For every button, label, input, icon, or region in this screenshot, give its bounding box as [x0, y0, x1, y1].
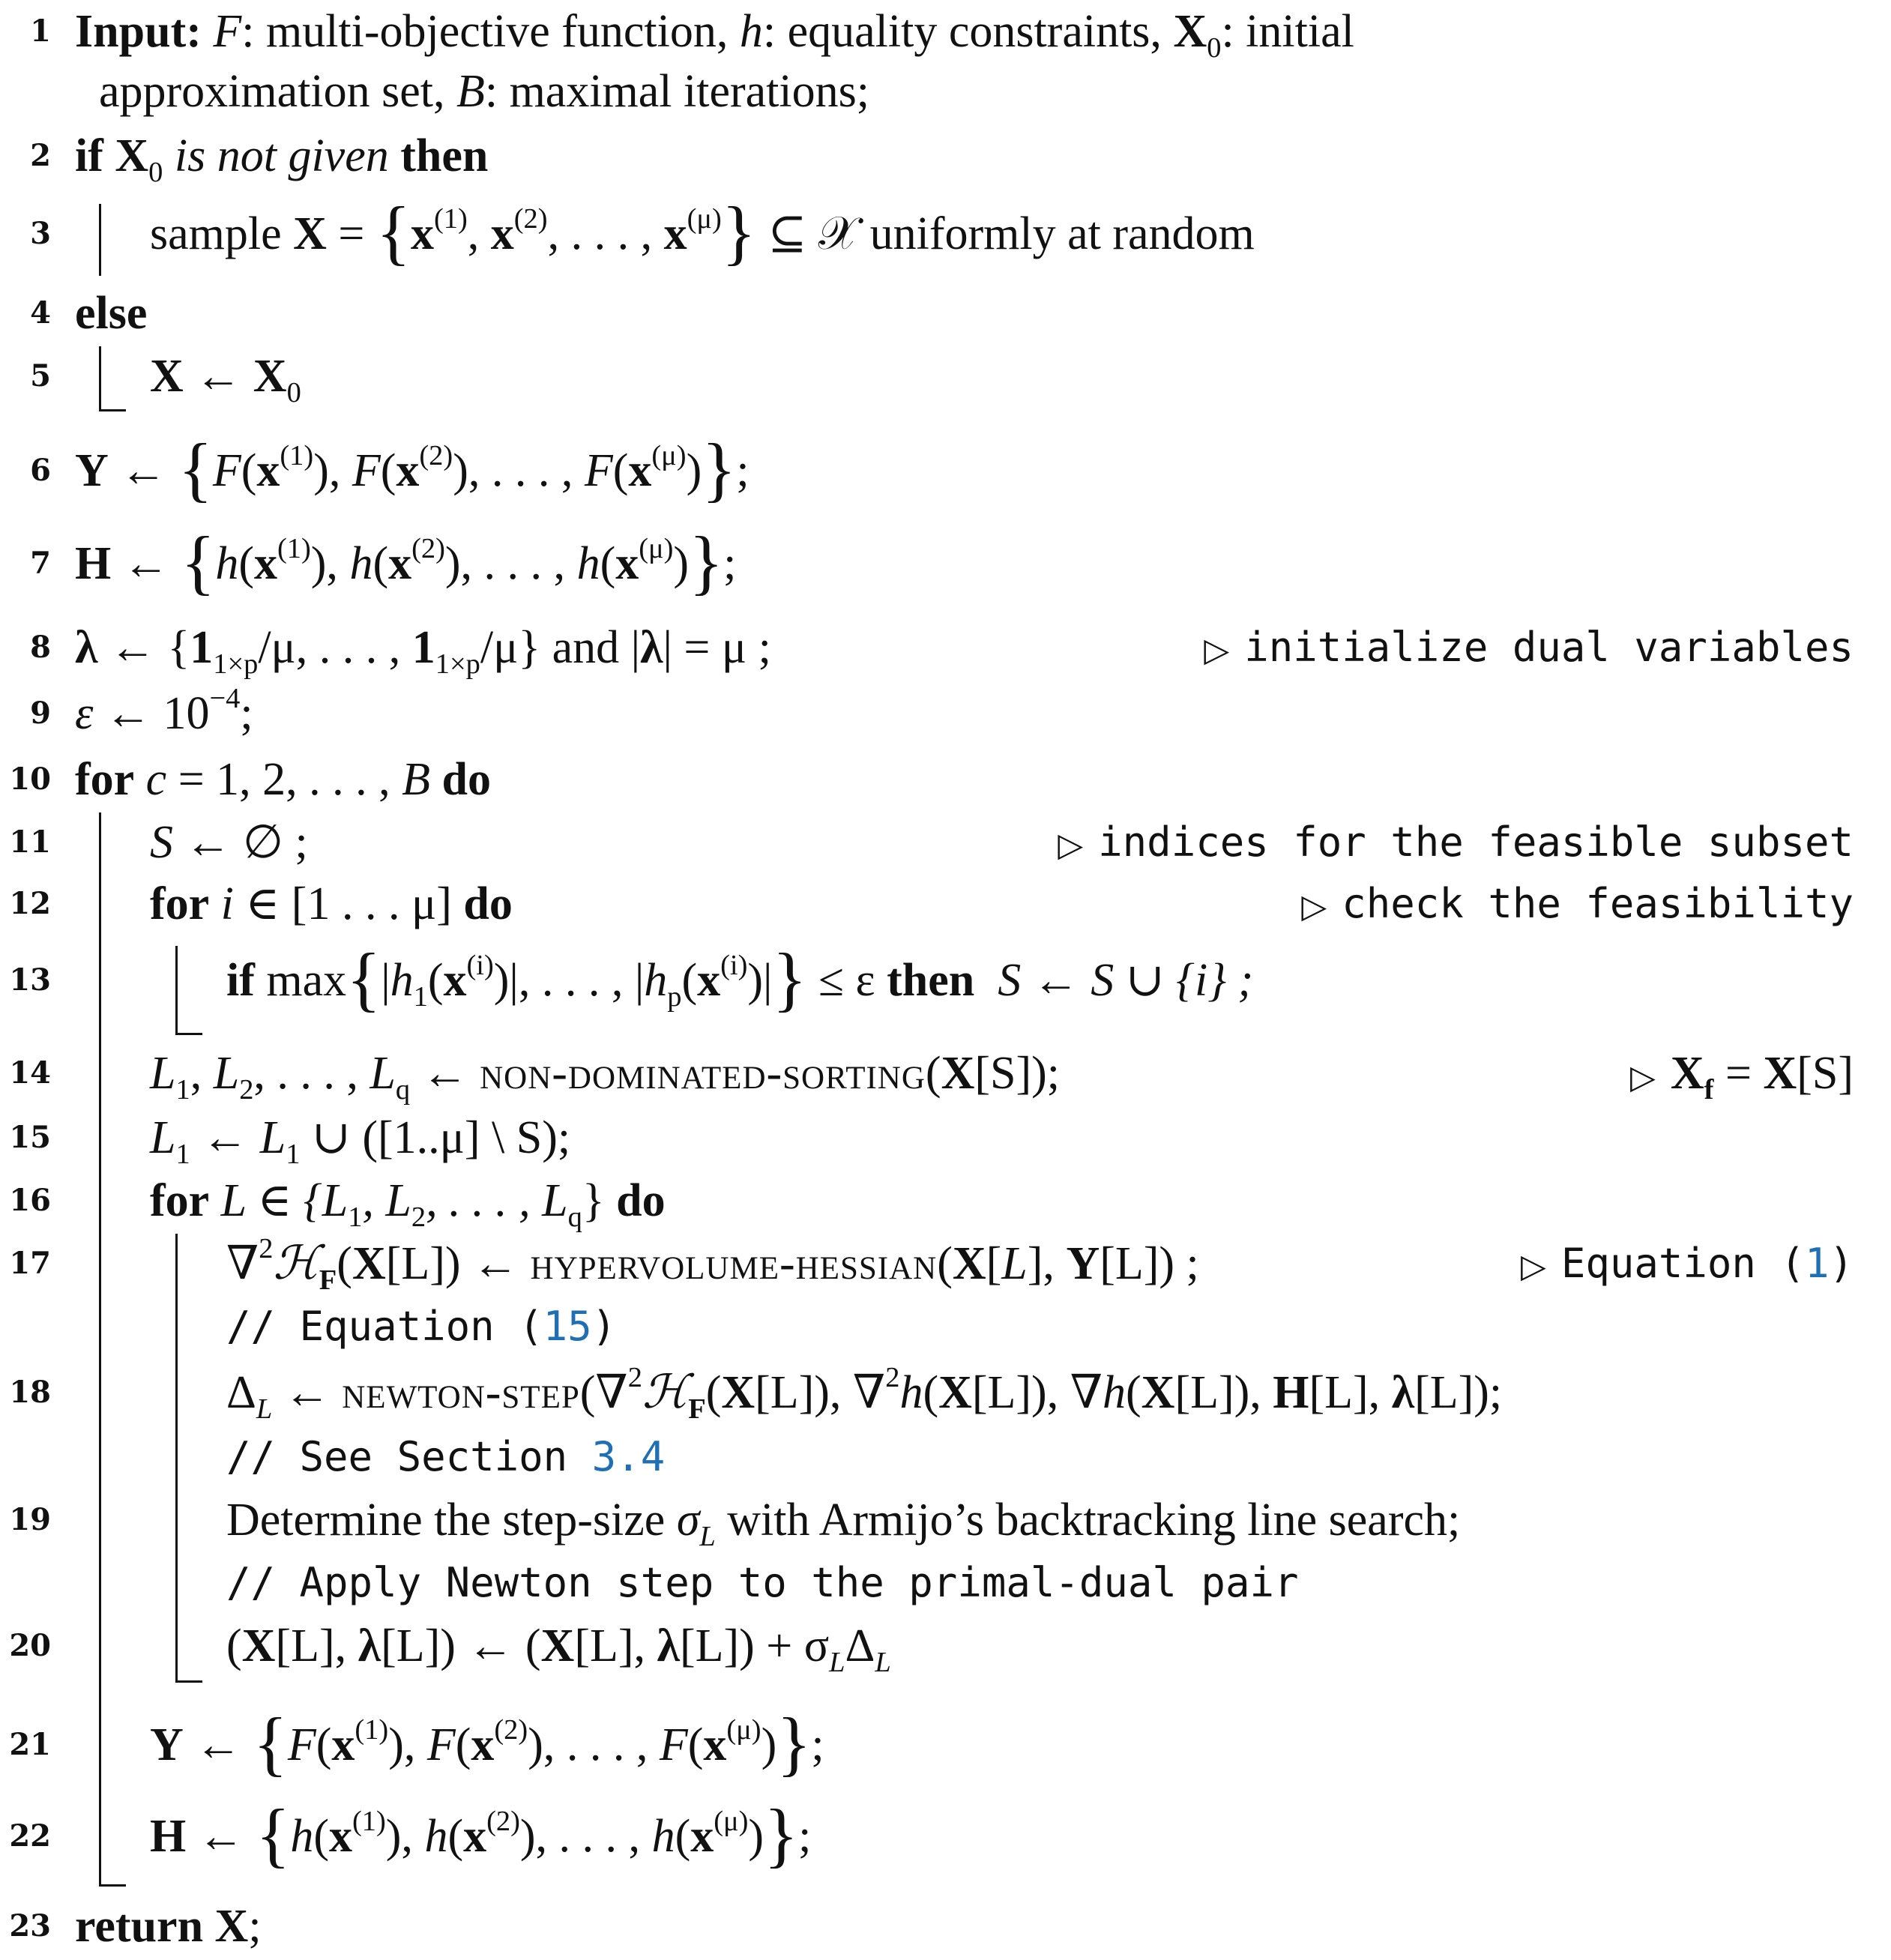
equation-link[interactable]: 15 [543, 1303, 592, 1350]
comment: ▷ initialize dual variables [1204, 624, 1854, 671]
line-number: 9 [30, 696, 51, 731]
line-number: 14 [9, 1055, 51, 1091]
inner-for-bar [175, 946, 178, 1034]
line-number: 10 [9, 762, 51, 797]
line-number: 5 [30, 358, 51, 393]
line-number: 16 [9, 1183, 51, 1218]
line-number: 12 [9, 886, 51, 921]
section-link[interactable]: 3.4 [591, 1433, 666, 1480]
if-block-bar [99, 204, 101, 276]
comment: ▷ Equation (1) [1521, 1240, 1854, 1287]
algorithm-block: 1 Input: F: multi-objective function, h: equality constraints, $X_0$: initial approximation set, B: maximal iterations; 2 if $X_0$ is not given then 3 sample $X = \{x^{(1)}$, $x^{(2)}$, . . . , $x^{(\mu)}$} ⊆ 𝒳 uniformly at random 4 else 5 X ← $X_0$ 6 Y ← {$F(x^{(1)})$, $F(x^{(2)})$, . . . , $F(x^{(\mu)})$}; 7 H ← {$h(x^{(1)})$, $h(x^{(2)})$, . . . , $h(x^{(\mu)})$}; 8 λ ← {$1_{1\times p}/\mu$, . . . , $1_{1\times p}/\mu$} and |λ| = μ ; ▷ initialize dual variables 9 ε ← $10^{-4}$; 10 for c = 1, 2, . . . , B do 11 S ← ∅ ; ▷ indices for the feasible subset 12 for i ∈ [1 . . . μ] do ▷ check the feasibility 13 if $\max\{|h_1(x^{(i)})|$, . . . , $|h_p(x^{(i)})|\} \le \varepsilon$ then S ← S ∪ {i} ; 14 $L_1$, $L_2$, . . . , $L_q$ ← non-dominated-sorting(X[S]); ▷ $X_f = X[S]$ 15 $L_1$ ← $L_1$ ∪ ([1..μ] \ S); 16 for L ∈ {$L_1$, $L_2$, . . . , $L_q$} do 17 ∇$^2$ℋ$_F$(X[L]) ← hypervolume-hessian(X[L], Y[L]) ; ▷ Equation (1) // Equation (15) 18 $\Delta_L$ ← newton-step(∇$^2$ℋ$_F$(X[L]), ∇$^2$h(X[L]), ∇h(X[L]), H[L], λ[L]); // See Section 3.4 19 Determine the step-size $\sigma_L$ with Armijo’s backtracking line search; // Apply Newton step to the primal-dual pair 20 (X[L], λ[L]) ← (X[L], $\lambda[L]) + \sigma_L\Delta_L$ 21 Y ← {$F(x^{(1)})$, $F(x^{(2)})$, . . . , $F(x^{(\mu)})$}; 22 H ← {$h(x^{(1)})$, $h(x^{(2)})$, . . . , $h(x^{(\mu)})$}; 23 return X; [0, 0, 1891, 1960]
line-number: 22 [9, 1818, 51, 1854]
line-number: 4 [30, 295, 51, 331]
line-number: 23 [9, 1908, 51, 1944]
line-number: 15 [9, 1120, 51, 1155]
line-number: 3 [30, 216, 51, 251]
layer-loop-bar [175, 1234, 178, 1682]
for-loop-end [99, 1884, 126, 1887]
line-number: 17 [9, 1246, 51, 1281]
line-number: 8 [30, 630, 51, 665]
line-number: 6 [30, 453, 51, 488]
line-number: 13 [9, 962, 51, 998]
line-number: 11 [9, 824, 51, 860]
inner-for-end [175, 1033, 202, 1035]
line-number: 20 [9, 1628, 51, 1663]
line-number: 21 [9, 1727, 51, 1762]
for-loop-bar [99, 812, 101, 1886]
comment: ▷ $X_f = X[S]$ [1630, 1048, 1854, 1106]
line-number: 7 [30, 546, 51, 581]
layer-loop-end [175, 1680, 202, 1683]
else-block-end [99, 409, 126, 411]
equation-link[interactable]: 1 [1804, 1240, 1830, 1287]
line-number: 19 [9, 1502, 51, 1537]
input-statement: Input: F: multi-objective function, h: equality constraints, $X_0$: initial [75, 6, 1354, 64]
else-block-bar [99, 346, 101, 411]
line-number: 1 [30, 13, 51, 49]
line-number: 2 [30, 138, 51, 173]
line-number: 18 [9, 1375, 51, 1410]
comment: ▷ indices for the feasible subset [1058, 818, 1854, 866]
comment: ▷ check the feasibility [1301, 880, 1854, 927]
